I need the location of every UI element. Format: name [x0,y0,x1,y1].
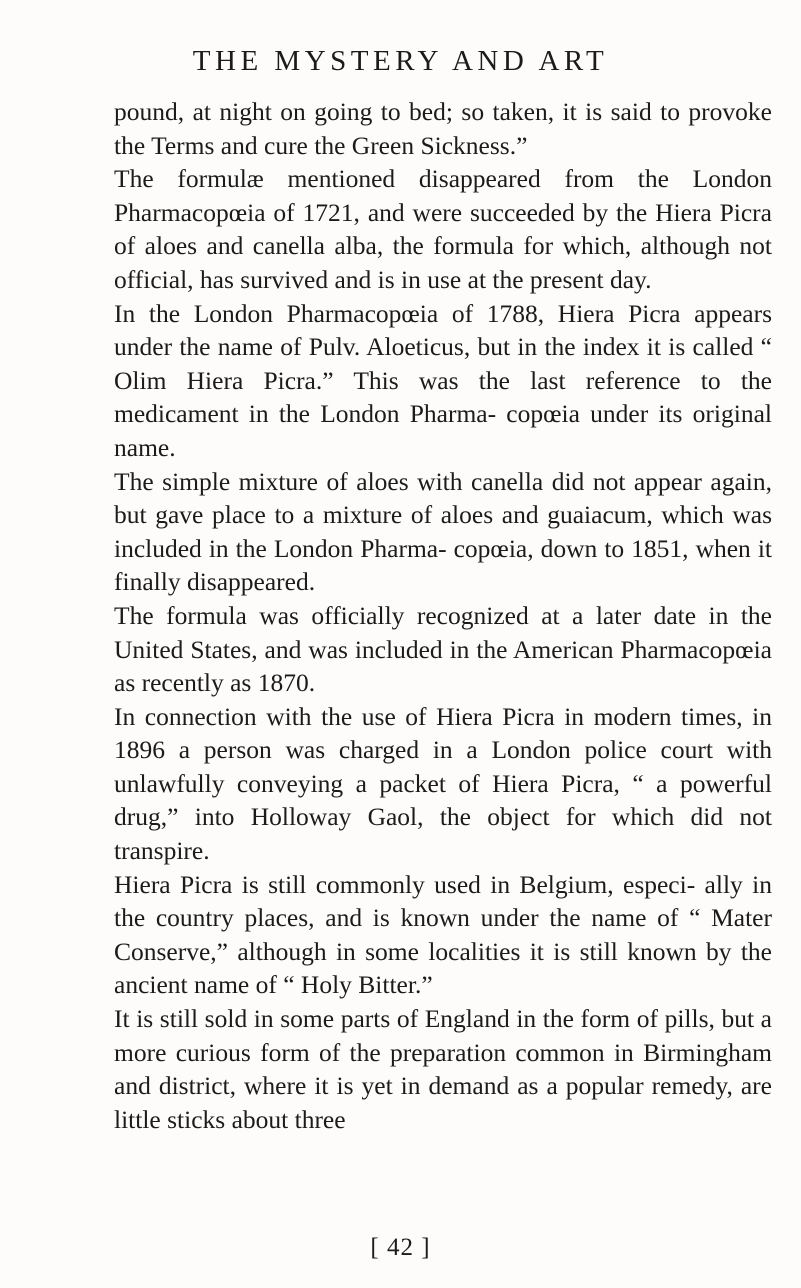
running-head: THE MYSTERY AND ART [192,45,609,77]
paragraph: In connection with the use of Hiera Picra in modern times, in 1896 a person was charged in a London police court with unlawfully conveying a packet of Hiera Picra, “ a powerful drug,” into Holloway Gaol, the object for which did not transpire. [114,701,772,866]
page-number: [ 42 ] [370,1234,431,1261]
paragraph: The formula was officially recognized at a later date in the United States, and was included in the American Pharmacopœia as recently as 1870. [114,600,772,698]
paragraph: pound, at night on going to bed; so taken, it is said to provoke the Terms and cure the Green Sickness.” [114,97,772,160]
body-text [114,95,772,1136]
paragraph: The simple mixture of aloes with canella did not appear again, but gave place to a mixture of aloes and guaiacum, which was included in the London Pharma- copœia, down to 1851, when it finally disappeared. [114,466,772,597]
paragraph: The formulæ mentioned disappeared from the London Pharmacopœia of 1721, and were succeeded by the Hiera Picra of aloes and canella alba, the formula for which, although not official, has survived and is in use at the present day. [114,164,772,294]
paragraph: In the London Pharmacopœia of 1788, Hiera Picra appears under the name of Pulv. Aloeticus, but in the index it is called “ Olim Hiera Picra.” This was the last reference to the medicament in the London Pharma- copœia under its original name. [114,298,772,462]
paragraph: Hiera Picra is still commonly used in Belgium, especi- ally in the country places, and is known under the name of “ Mater Conserve,” although in some localities it is still known by the ancient name of “ Holy Bitter.” [114,869,772,1000]
paragraph: It is still sold in some parts of England in the form of pills, but a more curious form of the preparation common in Birmingham and district, where it is yet in demand as a popular remedy, are little sticks about three [114,1004,772,1134]
